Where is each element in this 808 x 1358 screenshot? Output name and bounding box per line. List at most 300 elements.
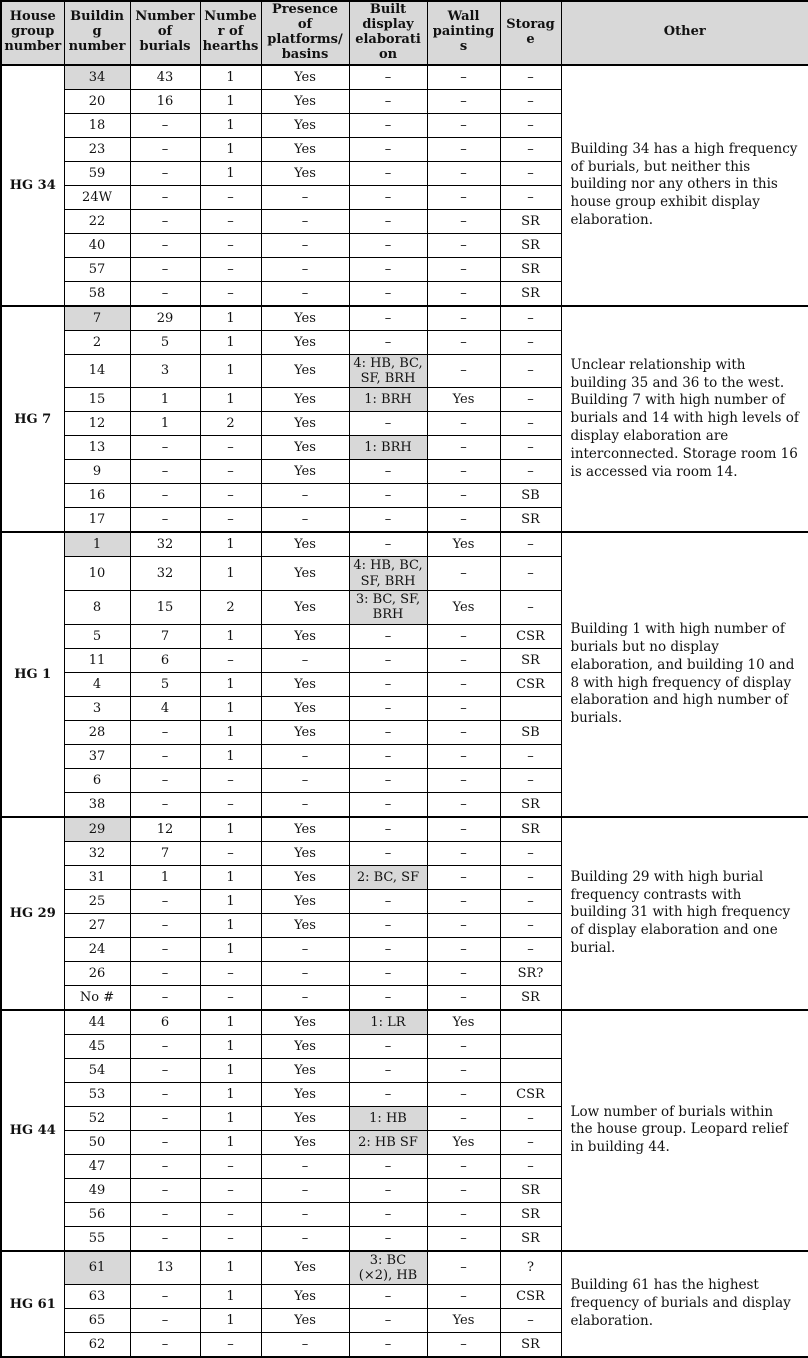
building-cell: 3 <box>64 696 130 720</box>
burials-cell: 15 <box>130 591 200 625</box>
display-cell: – <box>349 306 427 331</box>
burials-cell: – <box>130 889 200 913</box>
storage-cell: SR <box>500 1202 561 1226</box>
wall-cell: – <box>427 281 500 306</box>
building-cell: 38 <box>64 792 130 817</box>
storage-cell: – <box>500 1106 561 1130</box>
wall-cell: – <box>427 330 500 354</box>
burials-cell: 7 <box>130 841 200 865</box>
building-cell: 9 <box>64 460 130 484</box>
wall-cell: – <box>427 985 500 1010</box>
hearths-cell: – <box>200 1178 261 1202</box>
wall-cell: Yes <box>427 1130 500 1154</box>
platforms-cell: Yes <box>261 591 349 625</box>
hearths-cell: 1 <box>200 113 261 137</box>
wall-cell: – <box>427 937 500 961</box>
wall-cell: – <box>427 1058 500 1082</box>
storage-cell: – <box>500 841 561 865</box>
display-cell: – <box>349 185 427 209</box>
table-header <box>1 1 808 65</box>
display-cell: – <box>349 257 427 281</box>
storage-cell: SR <box>500 281 561 306</box>
display-cell: – <box>349 412 427 436</box>
hearths-cell: 1 <box>200 1034 261 1058</box>
hearths-cell: 1 <box>200 889 261 913</box>
hearths-cell: 1 <box>200 1010 261 1035</box>
storage-cell <box>500 1058 561 1082</box>
hearths-cell: 1 <box>200 1285 261 1309</box>
wall-cell: – <box>427 508 500 533</box>
hearths-cell: 2 <box>200 412 261 436</box>
wall-cell: – <box>427 1034 500 1058</box>
hearths-cell: 1 <box>200 1058 261 1082</box>
display-cell: 1: BRH <box>349 388 427 412</box>
hearths-cell: – <box>200 1333 261 1358</box>
building-cell: 63 <box>64 1285 130 1309</box>
storage-cell: – <box>500 1130 561 1154</box>
storage-cell: SR <box>500 792 561 817</box>
burials-cell: 3 <box>130 354 200 388</box>
platforms-cell: Yes <box>261 1285 349 1309</box>
burials-cell: – <box>130 961 200 985</box>
burials-cell: – <box>130 1034 200 1058</box>
storage-cell: – <box>500 89 561 113</box>
platforms-cell: Yes <box>261 720 349 744</box>
header-building-number: Building number <box>64 1 130 65</box>
platforms-cell: Yes <box>261 1082 349 1106</box>
storage-cell: SR <box>500 209 561 233</box>
burials-cell: – <box>130 484 200 508</box>
building-cell: 1 <box>64 532 130 557</box>
building-cell: 10 <box>64 557 130 591</box>
platforms-cell: Yes <box>261 412 349 436</box>
hearths-cell: 1 <box>200 137 261 161</box>
building-cell: 40 <box>64 233 130 257</box>
burials-cell: 1 <box>130 865 200 889</box>
wall-cell: – <box>427 841 500 865</box>
platforms-cell: – <box>261 648 349 672</box>
display-cell: – <box>349 89 427 113</box>
hearths-cell: – <box>200 209 261 233</box>
platforms-cell: Yes <box>261 557 349 591</box>
hearths-cell: – <box>200 185 261 209</box>
display-cell: – <box>349 1034 427 1058</box>
house-group-label: HG 29 <box>1 817 64 1010</box>
building-cell: 58 <box>64 281 130 306</box>
burials-cell: 7 <box>130 624 200 648</box>
hearths-cell: – <box>200 1154 261 1178</box>
burials-cell: – <box>130 1202 200 1226</box>
burials-cell: – <box>130 913 200 937</box>
burials-cell: – <box>130 1309 200 1333</box>
burials-cell: – <box>130 985 200 1010</box>
platforms-cell: Yes <box>261 913 349 937</box>
display-cell: – <box>349 65 427 90</box>
burials-cell: – <box>130 792 200 817</box>
platforms-cell: Yes <box>261 1309 349 1333</box>
building-cell: 37 <box>64 744 130 768</box>
hearths-cell: – <box>200 508 261 533</box>
display-cell: – <box>349 720 427 744</box>
other-notes-cell: Low number of burials within the house group. Leopard relief in building 44. <box>561 1010 808 1251</box>
storage-cell: SR <box>500 233 561 257</box>
burials-cell: 6 <box>130 648 200 672</box>
platforms-cell: Yes <box>261 65 349 90</box>
platforms-cell: Yes <box>261 1058 349 1082</box>
table-row <box>1 306 808 331</box>
platforms-cell: Yes <box>261 137 349 161</box>
storage-cell: – <box>500 591 561 625</box>
burials-cell: – <box>130 1058 200 1082</box>
platforms-cell: Yes <box>261 624 349 648</box>
hearths-cell: – <box>200 961 261 985</box>
building-cell: 16 <box>64 484 130 508</box>
platforms-cell: Yes <box>261 330 349 354</box>
hearths-cell: – <box>200 792 261 817</box>
burials-cell: – <box>130 1130 200 1154</box>
hearths-cell: – <box>200 257 261 281</box>
burials-cell: – <box>130 161 200 185</box>
wall-cell: – <box>427 233 500 257</box>
building-cell: 4 <box>64 672 130 696</box>
display-cell: – <box>349 624 427 648</box>
wall-cell: – <box>427 1251 500 1285</box>
burials-cell: 12 <box>130 817 200 842</box>
wall-cell: – <box>427 744 500 768</box>
burials-cell: – <box>130 720 200 744</box>
storage-cell <box>500 696 561 720</box>
burials-cell: – <box>130 1226 200 1251</box>
building-cell: 27 <box>64 913 130 937</box>
hearths-cell: 1 <box>200 1106 261 1130</box>
wall-cell: – <box>427 484 500 508</box>
wall-cell: – <box>427 306 500 331</box>
storage-cell: – <box>500 330 561 354</box>
platforms-cell: Yes <box>261 436 349 460</box>
burials-cell: 1 <box>130 412 200 436</box>
hearths-cell: 1 <box>200 388 261 412</box>
hearths-cell: 1 <box>200 1082 261 1106</box>
other-notes-cell: Unclear relationship with building 35 and 36 to the west. Building 7 with high number of burials and 14 with high levels of display elaboration are interconnected. Storage room 16 is accessed via room 14. <box>561 306 808 533</box>
hearths-cell: 1 <box>200 672 261 696</box>
platforms-cell: – <box>261 1154 349 1178</box>
storage-cell <box>500 1010 561 1035</box>
burials-cell: – <box>130 1333 200 1358</box>
building-cell: 8 <box>64 591 130 625</box>
wall-cell: – <box>427 768 500 792</box>
hearths-cell: – <box>200 1202 261 1226</box>
storage-cell: – <box>500 412 561 436</box>
display-cell: – <box>349 532 427 557</box>
house-group-label: HG 1 <box>1 532 64 816</box>
display-cell: – <box>349 937 427 961</box>
platforms-cell: Yes <box>261 817 349 842</box>
display-cell: – <box>349 1154 427 1178</box>
wall-cell: – <box>427 1154 500 1178</box>
storage-cell: CSR <box>500 672 561 696</box>
hearths-cell: 1 <box>200 744 261 768</box>
hearths-cell: – <box>200 768 261 792</box>
building-cell: 34 <box>64 65 130 90</box>
display-cell: – <box>349 161 427 185</box>
display-cell: – <box>349 672 427 696</box>
platforms-cell: Yes <box>261 1251 349 1285</box>
storage-cell: – <box>500 889 561 913</box>
display-cell: 1: BRH <box>349 436 427 460</box>
display-cell: 2: HB SF <box>349 1130 427 1154</box>
storage-cell: – <box>500 388 561 412</box>
wall-cell: – <box>427 1082 500 1106</box>
other-notes-cell: Building 61 has the highest frequency of burials and display elaboration. <box>561 1251 808 1358</box>
display-cell: – <box>349 985 427 1010</box>
storage-cell: – <box>500 768 561 792</box>
header-storage: Storage <box>500 1 561 65</box>
building-cell: 49 <box>64 1178 130 1202</box>
burials-cell: – <box>130 185 200 209</box>
storage-cell: CSR <box>500 1285 561 1309</box>
wall-cell: – <box>427 1178 500 1202</box>
burials-cell: – <box>130 233 200 257</box>
building-cell: 13 <box>64 436 130 460</box>
header-other: Other <box>561 1 808 65</box>
platforms-cell: Yes <box>261 672 349 696</box>
storage-cell: – <box>500 1154 561 1178</box>
platforms-cell: Yes <box>261 89 349 113</box>
building-cell: 26 <box>64 961 130 985</box>
storage-cell: CSR <box>500 624 561 648</box>
display-cell: – <box>349 1309 427 1333</box>
wall-cell: – <box>427 865 500 889</box>
storage-cell: SR <box>500 508 561 533</box>
wall-cell: – <box>427 1285 500 1309</box>
building-cell: 22 <box>64 209 130 233</box>
building-cell: 65 <box>64 1309 130 1333</box>
building-cell: 17 <box>64 508 130 533</box>
platforms-cell: Yes <box>261 841 349 865</box>
burials-cell: 43 <box>130 65 200 90</box>
display-cell: 3: BC (×2), HB <box>349 1251 427 1285</box>
platforms-cell: – <box>261 1178 349 1202</box>
hearths-cell: 1 <box>200 720 261 744</box>
burials-cell: – <box>130 1106 200 1130</box>
wall-cell: – <box>427 65 500 90</box>
platforms-cell: – <box>261 257 349 281</box>
table-row <box>1 65 808 90</box>
wall-cell: – <box>427 648 500 672</box>
table-row <box>1 1251 808 1285</box>
wall-cell: – <box>427 1226 500 1251</box>
storage-cell: – <box>500 937 561 961</box>
wall-cell: – <box>427 209 500 233</box>
hearths-cell: – <box>200 985 261 1010</box>
building-cell: 32 <box>64 841 130 865</box>
building-cell: 53 <box>64 1082 130 1106</box>
hearths-cell: – <box>200 281 261 306</box>
wall-cell: – <box>427 792 500 817</box>
wall-cell: – <box>427 817 500 842</box>
building-cell: 11 <box>64 648 130 672</box>
platforms-cell: – <box>261 768 349 792</box>
platforms-cell: – <box>261 484 349 508</box>
display-cell: – <box>349 768 427 792</box>
burials-cell: 16 <box>130 89 200 113</box>
display-cell: 1: LR <box>349 1010 427 1035</box>
hearths-cell: 1 <box>200 913 261 937</box>
platforms-cell: Yes <box>261 113 349 137</box>
building-cell: 15 <box>64 388 130 412</box>
storage-cell: SR <box>500 817 561 842</box>
burials-cell: 5 <box>130 330 200 354</box>
wall-cell: – <box>427 672 500 696</box>
burials-cell: – <box>130 1154 200 1178</box>
header-wall-paintings: Wall paintings <box>427 1 500 65</box>
wall-cell: – <box>427 412 500 436</box>
burials-cell: 6 <box>130 1010 200 1035</box>
display-cell: 3: BC, SF, BRH <box>349 591 427 625</box>
house-group-label: HG 7 <box>1 306 64 533</box>
header-number-of-hearths: Number of hearths <box>200 1 261 65</box>
hearths-cell: 1 <box>200 532 261 557</box>
display-cell: – <box>349 1202 427 1226</box>
wall-cell: – <box>427 1202 500 1226</box>
platforms-cell: Yes <box>261 460 349 484</box>
display-cell: – <box>349 913 427 937</box>
wall-cell: Yes <box>427 1309 500 1333</box>
platforms-cell: – <box>261 937 349 961</box>
platforms-cell: – <box>261 233 349 257</box>
platforms-cell: – <box>261 1333 349 1358</box>
display-cell: – <box>349 841 427 865</box>
display-cell: – <box>349 233 427 257</box>
storage-cell: – <box>500 865 561 889</box>
header-platforms-basins: Presence of platforms/ basins <box>261 1 349 65</box>
burials-cell: 13 <box>130 1251 200 1285</box>
house-group-label: HG 34 <box>1 65 64 306</box>
hearths-cell: 1 <box>200 161 261 185</box>
platforms-cell: Yes <box>261 1130 349 1154</box>
burials-cell: – <box>130 281 200 306</box>
platforms-cell: – <box>261 792 349 817</box>
hearths-cell: 1 <box>200 817 261 842</box>
burials-cell: – <box>130 1178 200 1202</box>
building-cell: 61 <box>64 1251 130 1285</box>
hearths-cell: – <box>200 841 261 865</box>
display-cell: – <box>349 817 427 842</box>
house-group-label: HG 44 <box>1 1010 64 1251</box>
wall-cell: Yes <box>427 532 500 557</box>
other-notes-cell: Building 34 has a high frequency of burials, but neither this building nor any others in this house group exhibit display elaboration. <box>561 65 808 306</box>
burials-cell: – <box>130 113 200 137</box>
burials-cell: – <box>130 137 200 161</box>
burials-cell: – <box>130 1285 200 1309</box>
hearths-cell: – <box>200 648 261 672</box>
header-number-of-burials: Number of burials <box>130 1 200 65</box>
building-cell: 45 <box>64 1034 130 1058</box>
header-house-group: House group number <box>1 1 64 65</box>
building-cell: 50 <box>64 1130 130 1154</box>
storage-cell: SR <box>500 1333 561 1358</box>
storage-cell: SB <box>500 720 561 744</box>
platforms-cell: – <box>261 985 349 1010</box>
burials-cell: – <box>130 257 200 281</box>
wall-cell: – <box>427 913 500 937</box>
wall-cell: – <box>427 557 500 591</box>
storage-cell: – <box>500 137 561 161</box>
platforms-cell: – <box>261 209 349 233</box>
hearths-cell: 1 <box>200 624 261 648</box>
hearths-cell: 1 <box>200 557 261 591</box>
wall-cell: – <box>427 137 500 161</box>
display-cell: – <box>349 1226 427 1251</box>
building-cell: 24 <box>64 937 130 961</box>
storage-cell: – <box>500 436 561 460</box>
burials-cell: – <box>130 768 200 792</box>
hearths-cell: 1 <box>200 1309 261 1333</box>
platforms-cell: – <box>261 185 349 209</box>
storage-cell: SR <box>500 1226 561 1251</box>
storage-cell: – <box>500 1309 561 1333</box>
storage-cell: ? <box>500 1251 561 1285</box>
storage-cell: – <box>500 557 561 591</box>
hearths-cell: 1 <box>200 354 261 388</box>
hearths-cell: 1 <box>200 89 261 113</box>
storage-cell: SR <box>500 257 561 281</box>
platforms-cell: Yes <box>261 1010 349 1035</box>
platforms-cell: – <box>261 1202 349 1226</box>
building-cell: 62 <box>64 1333 130 1358</box>
display-cell: – <box>349 961 427 985</box>
display-cell: – <box>349 209 427 233</box>
burials-cell: – <box>130 209 200 233</box>
storage-cell: – <box>500 460 561 484</box>
storage-cell: SB <box>500 484 561 508</box>
building-cell: 52 <box>64 1106 130 1130</box>
hearths-cell: 1 <box>200 937 261 961</box>
hearths-cell: – <box>200 436 261 460</box>
burials-cell: 29 <box>130 306 200 331</box>
building-cell: 25 <box>64 889 130 913</box>
platforms-cell: Yes <box>261 532 349 557</box>
building-cell: 5 <box>64 624 130 648</box>
hearths-cell: 2 <box>200 591 261 625</box>
table-row <box>1 1010 808 1035</box>
table-row <box>1 532 808 557</box>
storage-cell: – <box>500 532 561 557</box>
building-cell: 14 <box>64 354 130 388</box>
platforms-cell: – <box>261 961 349 985</box>
platforms-cell: Yes <box>261 354 349 388</box>
building-cell: 57 <box>64 257 130 281</box>
platforms-cell: – <box>261 508 349 533</box>
building-cell: 7 <box>64 306 130 331</box>
hearths-cell: 1 <box>200 696 261 720</box>
burials-cell: 5 <box>130 672 200 696</box>
burials-cell: 1 <box>130 388 200 412</box>
platforms-cell: Yes <box>261 1106 349 1130</box>
wall-cell: – <box>427 961 500 985</box>
hearths-cell: 1 <box>200 65 261 90</box>
other-notes-cell: Building 29 with high burial frequency contrasts with building 31 with high frequency of display elaboration and one burial. <box>561 817 808 1010</box>
display-cell: – <box>349 1333 427 1358</box>
building-cell: 55 <box>64 1226 130 1251</box>
table-row <box>1 817 808 842</box>
wall-cell: – <box>427 720 500 744</box>
burials-cell: 32 <box>130 557 200 591</box>
wall-cell: – <box>427 113 500 137</box>
hearths-cell: – <box>200 233 261 257</box>
display-cell: – <box>349 696 427 720</box>
wall-cell: – <box>427 1106 500 1130</box>
